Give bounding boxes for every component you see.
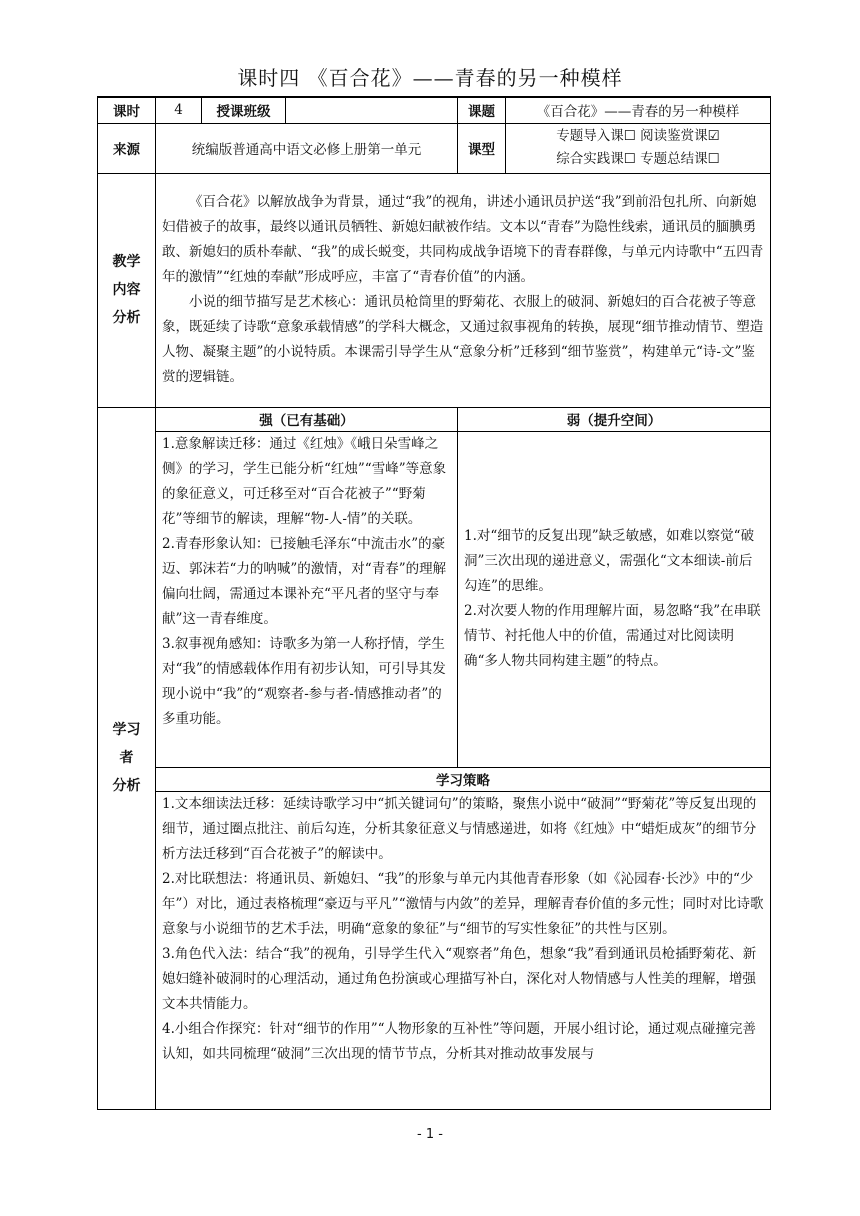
- type-label: 课型: [458, 123, 506, 173]
- info-row-1: [98, 97, 771, 123]
- label-line: 学习: [112, 722, 141, 738]
- label-line: 教学: [112, 254, 141, 270]
- label-line: 分析: [112, 778, 141, 794]
- label-line: 内容: [112, 282, 141, 298]
- source-label: 来源: [98, 123, 156, 173]
- content-paragraph: 小说的细节描写是艺术核心：通讯员枪筒里的野菊花、衣服上的破洞、新媳妇的百合花被子等意象，既延续了诗歌“意象承载情感”的学科大概念，又通过叙事视角的转换，展现“细节推动情节、塑造人物、凝聚主题”的小说特质。本课需引导学生从“意象分析”迁移到“细节鉴赏”，构建单元“诗-文”鉴赏的逻辑链。: [162, 294, 764, 385]
- type-options-line-2: 综合实践课☐ 专题总结课☐: [556, 151, 720, 167]
- strategy-header: 学习策略: [156, 767, 771, 791]
- class-value: [286, 97, 458, 123]
- strategy-item: 4.小组合作探究：针对“细节的作用”“人物形象的互补性”等问题，开展小组讨论，通过观点碰撞完善认知，如共同梳理“破洞”三次出现的情节节点，分析其对推动故事发展与: [162, 1020, 756, 1062]
- type-options-line-1: 专题导入课☐ 阅读鉴赏课☑: [556, 128, 720, 144]
- learner-header-row: [98, 407, 771, 431]
- weak-header: 弱（提升空间）: [458, 407, 771, 431]
- class-label: 授课班级: [202, 97, 286, 123]
- type-options: [506, 123, 771, 173]
- strong-item: 1.意象解读迁移：通过《红烛》《峨日朵雪峰之侧》的学习，学生已能分析“红烛”“雪峰”等意象的象征意义，可迁移至对“百合花被子”“野菊花”等细节的解读，理解“物-人-情”的关联。: [162, 435, 447, 527]
- strong-item: 3.叙事视角感知：诗歌多为第一人称抒情，学生对“我”的情感载体作用有初步认知，可引导其发现小说中“我”的“观察者-参与者-情感推动者”的多重功能。: [162, 635, 446, 727]
- lesson-value: 4: [156, 97, 202, 123]
- weak-item: 2.对次要人物的作用理解片面，易忽略“我”在串联情节、衬托他人中的价值，需通过对比阅读明确“多人物共同构建主题”的特点。: [464, 603, 761, 669]
- strong-weak-row: [98, 431, 771, 767]
- topic-label: 课题: [458, 97, 506, 123]
- content-analysis-text: [156, 173, 771, 407]
- lesson-label: 课时: [98, 97, 156, 123]
- strategy-item: 2.对比联想法：将通讯员、新媳妇、“我”的形象与单元内其他青春形象（如《沁园春·长沙》中的“少年”）对比，通过表格梳理“豪迈与平凡”“激情与内敛”的差异，理解青春价值的多元性；同时对比诗歌意象与小说细节的艺术手法，明确“意象的象征”与“细节的写实性象征”的共性与区别。: [162, 870, 764, 937]
- strategy-row: [98, 791, 771, 1109]
- info-row-2: [98, 123, 771, 173]
- content-analysis-label: [98, 173, 156, 407]
- source-value: 统编版普通高中语文必修上册第一单元: [156, 123, 458, 173]
- content-analysis-row: [98, 173, 771, 407]
- strong-item: 2.青春形象认知：已接触毛泽东“中流击水”的豪迈、郭沫若“力的呐喊”的激情，对“青春”的理解偏向壮阔，需通过本课补充“平凡者的坚守与奉献”这一青春维度。: [162, 535, 447, 627]
- learner-analysis-label: [98, 407, 156, 1109]
- strong-header: 强（已有基础）: [156, 407, 458, 431]
- topic-value: 《百合花》——青春的另一种模样: [506, 97, 771, 123]
- strategy-cell: [156, 791, 771, 1109]
- strategy-header-row: [98, 767, 771, 791]
- weak-item: 1.对“细节的反复出现”缺乏敏感，如难以察觉“破洞”三次出现的递进意义，需强化“文本细读-前后勾连”的思维。: [464, 528, 755, 594]
- strong-cell: [156, 431, 458, 767]
- weak-cell: [458, 431, 771, 767]
- content-paragraph: 《百合花》以解放战争为背景，通过“我”的视角，讲述小通讯员护送“我”到前沿包扎所、向新媳妇借被子的故事，最终以通讯员牺牲、新媳妇献被作结。文本以“青春”为隐性线索，通讯员的腼腆勇敢、新媳妇的质朴奉献、“我”的成长蜕变，共同构成战争语境下的青春群像，与单元内诗歌中“五四青年的激情”“红烛的奉献”形成呼应，丰富了“青春价值”的内涵。: [162, 194, 764, 285]
- label-line: 者: [119, 750, 134, 766]
- strategy-item: 1.文本细读法迁移：延续诗歌学习中“抓关键词句”的策略，聚焦小说中“破洞”“野菊花”等反复出现的细节，通过圈点批注、前后勾连，分析其象征意义与情感递进，如将《红烛》中“蜡炬成灰”的细节分析方法迁移到“百合花被子”的解读中。: [162, 795, 757, 862]
- lesson-plan-table: [97, 96, 771, 1110]
- page-number: - 1 -: [417, 1127, 443, 1142]
- strategy-item: 3.角色代入法：结合“我”的视角，引导学生代入“观察者”角色，想象“我”看到通讯员枪插野菊花、新媳妇缝补破洞时的心理活动，通过角色扮演或心理描写补白，深化对人物情感与人性美的理解，增强文本共情能力。: [162, 945, 757, 1012]
- label-line: 分析: [112, 310, 141, 326]
- page-title: 课时四 《百合花》——青春的另一种模样: [237, 66, 623, 90]
